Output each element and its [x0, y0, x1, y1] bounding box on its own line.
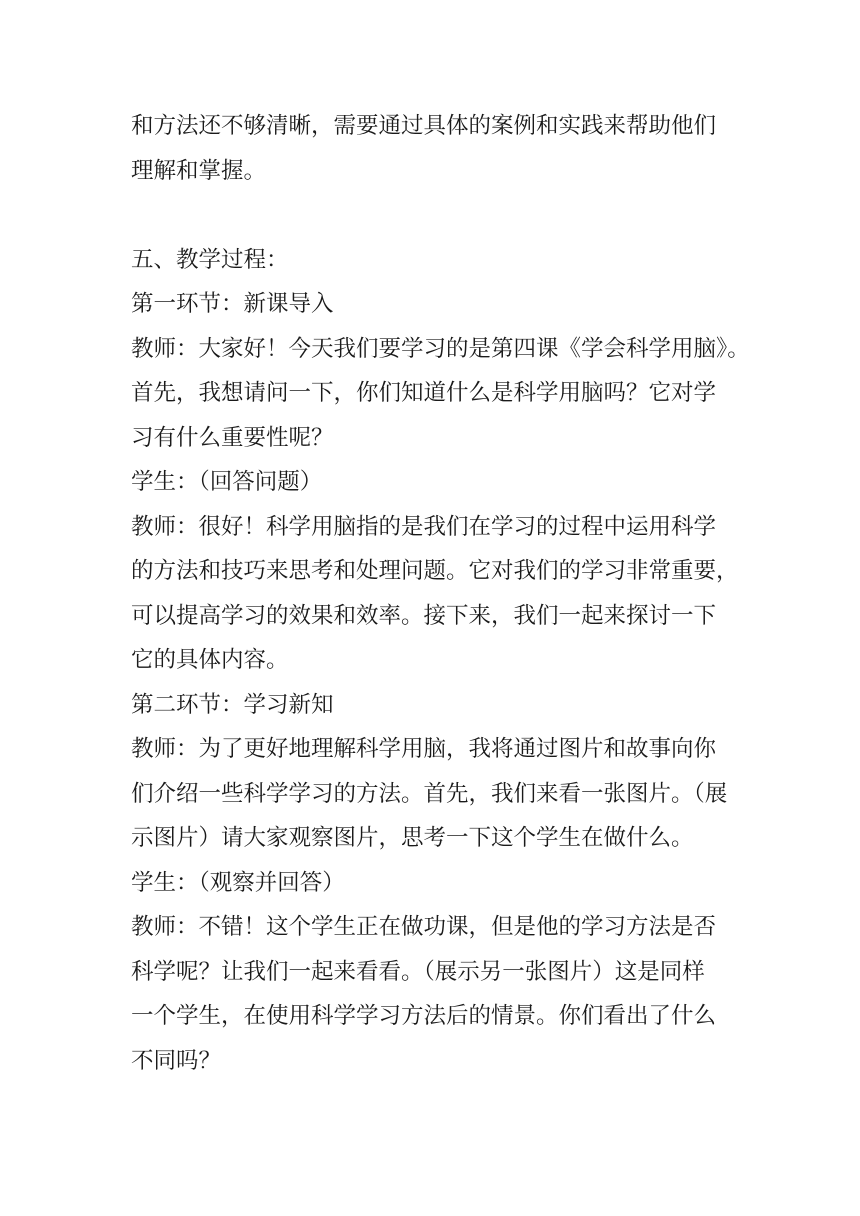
- text-line: 学生：（观察并回答）: [131, 869, 345, 896]
- text-line: 学生：（回答问题）: [131, 469, 323, 495]
- section-heading: 五、教学过程：: [131, 246, 289, 273]
- subsection-heading: 第一环节：新课导入: [131, 291, 334, 317]
- text-line: 它的具体内容。: [131, 647, 289, 673]
- text-line: 示图片）请大家观察图片，思考一下这个学生在做什么。: [131, 825, 694, 851]
- text-line: 教师：为了更好地理解科学用脑，我将通过图片和故事向你: [131, 736, 717, 762]
- text-line: 教师：大家好！今天我们要学习的是第四课《学会科学用脑》。: [131, 335, 750, 362]
- text-line: 首先，我想请问一下，你们知道什么是科学用脑吗？它对学: [131, 380, 717, 406]
- text-line: 理解和掌握。: [131, 157, 267, 184]
- document-body: [131, 104, 750, 1083]
- text-line: 一个学生，在使用科学学习方法后的情景。你们看出了什么: [131, 1003, 717, 1029]
- text-line: 和方法还不够清晰，需要通过具体的案例和实践来帮助他们: [131, 113, 717, 139]
- text-line: 们介绍一些科学学习的方法。首先，我们来看一张图片。（展: [131, 780, 728, 807]
- subsection-heading: 第二环节：学习新知: [131, 691, 334, 718]
- text-line: 的方法和技巧来思考和处理问题。它对我们的学习非常重要，: [131, 558, 739, 584]
- text-line: 可以提高学习的效果和效率。接下来，我们一起来探讨一下: [131, 602, 717, 629]
- text-line: 不同吗？: [131, 1047, 222, 1074]
- text-line: 教师：不错！这个学生正在做功课，但是他的学习方法是否: [131, 914, 717, 940]
- text-line: 教师：很好！科学用脑指的是我们在学习的过程中运用科学: [131, 513, 717, 540]
- text-line: 科学呢？让我们一起来看看。（展示另一张图片）这是同样: [131, 958, 705, 985]
- text-line: 习有什么重要性呢？: [131, 424, 334, 451]
- paragraph-gap: [131, 193, 741, 238]
